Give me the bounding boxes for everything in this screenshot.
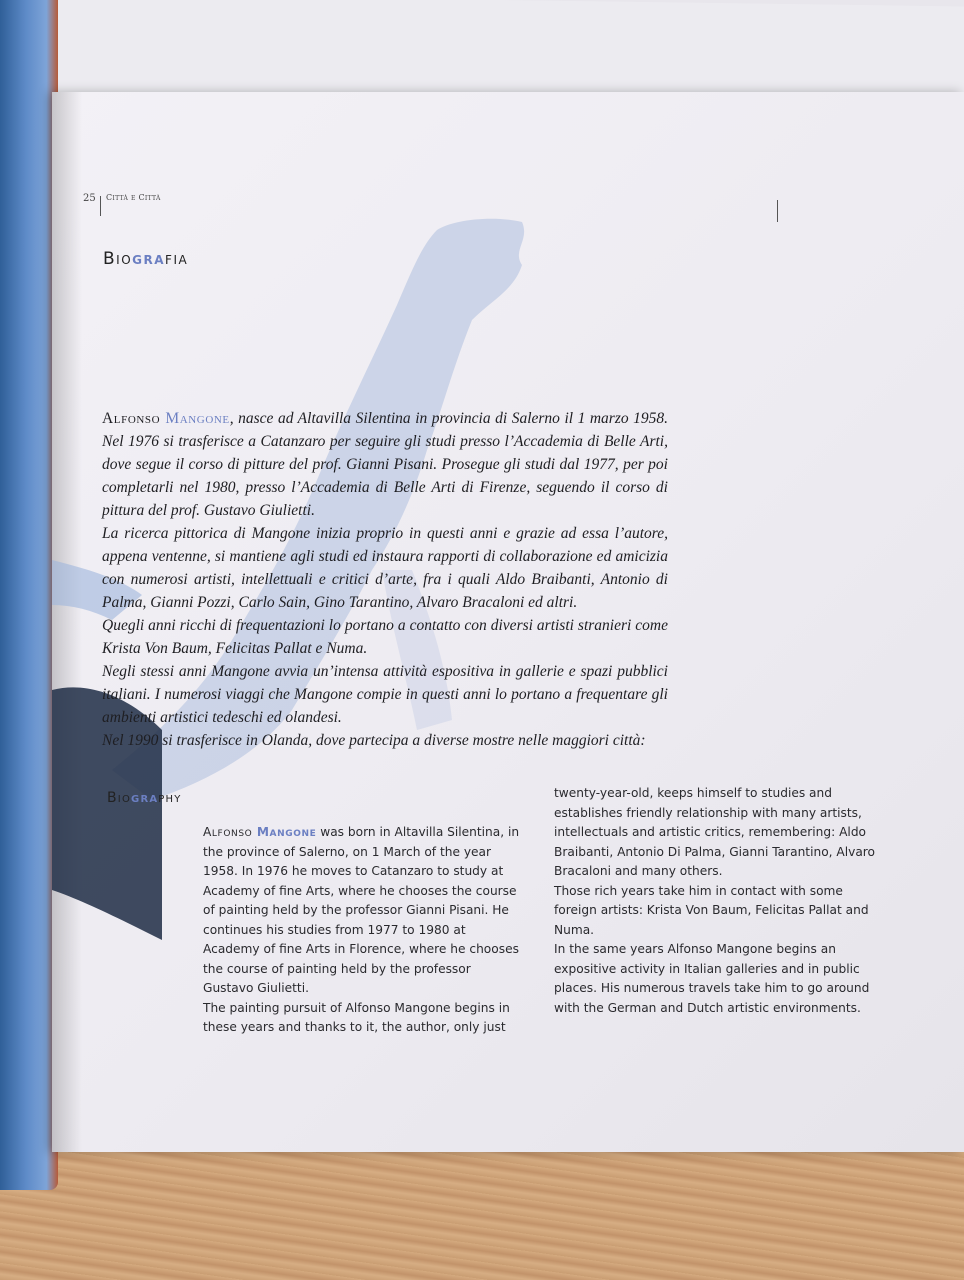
artist-name: [203, 825, 316, 839]
english-paragraph-5: In the same years Alfonso Mangone begins an expositive activity in Italian galleries and in public places. His numerous travels take him to go around with the German and Dutch artistic environments.: [554, 942, 870, 1015]
title-part: fia: [165, 249, 189, 269]
header-divider: [100, 196, 101, 216]
artist-first-name: Alfonso: [203, 825, 253, 839]
artist-name: [102, 410, 230, 427]
italian-paragraph-1: , nasce ad Altavilla Silentina in provincia di Salerno il 1 marzo 1958. Nel 1976 si trasferisce a Catanzaro per seguire gli studi presso l’Accademia di Belle Arti, dove segue il corso di pitture del prof. Gianni Pisani. Prosegue gli studi dal 1977, per poi completarli nel 1980, presso l’Accademia di Belle Arti di Firenze, seguendo il corso di pittura del prof. Gustavo Giulietti.: [102, 410, 668, 519]
italian-biography-text: [102, 407, 668, 752]
page-number: 25: [83, 193, 96, 204]
english-paragraph-2: The painting pursuit of Alfonso Mangone begins in these years and thanks to it, the author, only just: [203, 1000, 510, 1034]
title-part: phy: [158, 790, 182, 806]
italian-paragraph-3: Quegli anni ricchi di frequentazioni lo portano a contatto con diversi artisti stranieri come Krista Von Baum, Felicitas Pallat e Numa.: [102, 617, 668, 657]
title-accent-part: gra: [131, 790, 159, 806]
italian-paragraph-2: La ricerca pittorica di Mangone inizia proprio in questi anni e grazie ad essa l’autore, appena ventenne, si mantiene agli studi ed instaura rapporti di collaborazione ed amicizia con numerosi artisti, intellettuali e critici d’arte, fra i quali Aldo Braibanti, Antonio di Palma, Gianni Pozzi, Carlo Sain, Gino Tarantino, Alvaro Bracaloni ed altri.: [102, 525, 668, 611]
italian-section-title: [103, 249, 188, 269]
title-accent-part: gra: [132, 249, 166, 269]
header-divider-right: [777, 200, 778, 222]
book-spine-blue: [0, 0, 58, 1190]
running-header-title: Città e Città: [106, 193, 161, 202]
title-part: Bio: [107, 790, 132, 806]
english-paragraph: [203, 823, 523, 999]
english-section-title: [107, 790, 182, 806]
artist-last-name: Mangone: [256, 825, 317, 839]
english-paragraph-4: Those rich years take him in contact with some foreign artists: Krista Von Baum, Felicitas Pallat and Numa.: [554, 883, 869, 937]
italian-paragraph-4: Negli stessi anni Mangone avvia un’intensa attività espositiva in gallerie e spazi pubblici italiani. I numerosi viaggi che Mangone compie in questi anni lo portano a frequentare gli ambienti artistici tedeschi ed olandesi.: [102, 663, 668, 726]
artist-first-name: Alfonso: [102, 410, 161, 427]
english-column-2: [554, 784, 884, 1018]
english-paragraph-3: twenty-year-old, keeps himself to studies and establishes friendly relationship with many artists, intellectuals and artistic critics, remembering: Aldo Braibanti, Antonio Di Palma, Gianni Tarantino, Alvaro Bracaloni and many others.: [554, 786, 875, 878]
italian-paragraph-5: Nel 1990 si trasferisce in Olanda, dove partecipa a diverse mostre nelle maggiori città:: [102, 732, 646, 749]
english-column-1: [203, 823, 523, 1038]
italian-paragraph: [102, 407, 668, 522]
title-part: Bio: [103, 249, 133, 269]
artist-last-name: Mangone: [165, 410, 230, 427]
english-paragraph-1: was born in Altavilla Silentina, in the province of Salerno, on 1 March of the year 1958. In 1976 he moves to Catanzaro to study at Academy of fine Arts, where he chooses the course of painting held by the professor Gianni Pisani. He continues his studies from 1977 to 1980 at Academy of fine Arts in Florence, where he chooses the course of painting held by the professor Gustavo Giulietti.: [203, 825, 520, 995]
